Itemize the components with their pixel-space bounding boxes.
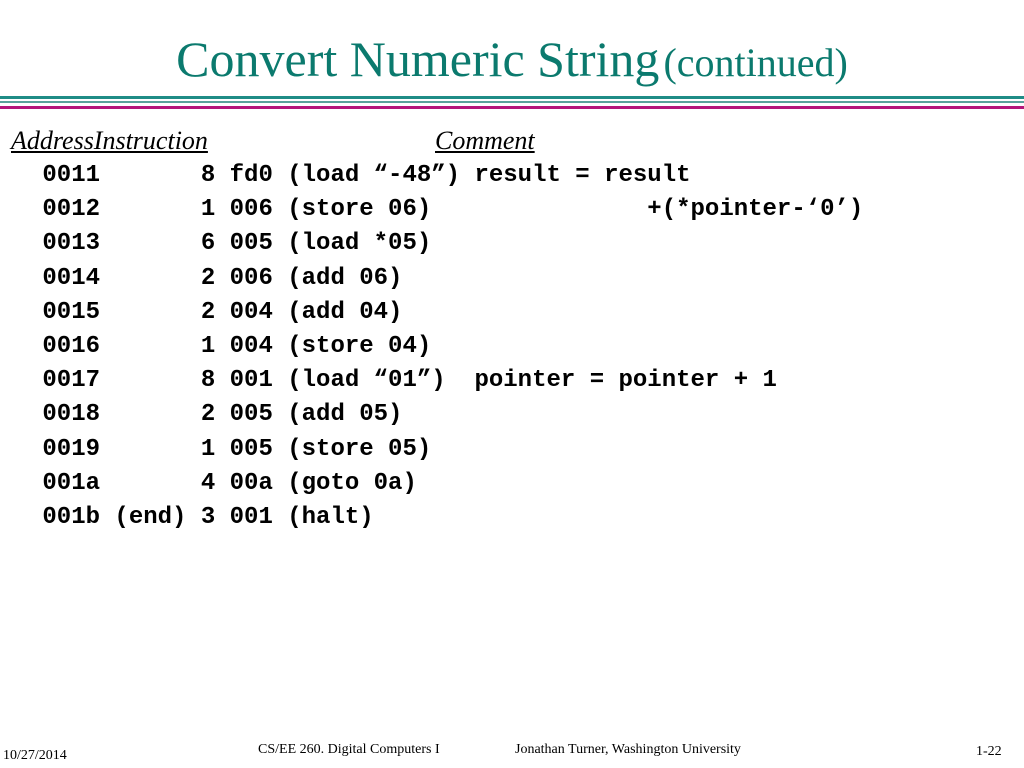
code-row: 0018 2 005 (add 05) [28,401,403,429]
footer-page-number: 1-22 [976,744,1002,759]
code-row: 0017 8 001 (load “01”) pointer = pointer + 1 [28,367,777,395]
title-main: Convert Numeric String [176,31,660,87]
code-row: 001a 4 00a (goto 0a) [28,469,417,497]
code-row: 0016 1 004 (store 04) [28,332,432,360]
code-row: 0015 2 004 (add 04) [28,298,403,326]
code-row: 0014 2 006 (add 06) [28,264,403,292]
title-divider-bottom [0,106,1024,109]
code-row: 001b (end) 3 001 (halt) [28,503,374,531]
column-header-address-instruction: AddressInstruction [11,126,208,155]
code-row: 0011 8 fd0 (load “-48”) result = result [28,162,691,189]
title-divider-middle [0,101,1024,103]
code-row: 0019 1 005 (store 05) [28,435,432,463]
code-row: 0013 6 005 (load *05) [28,230,432,258]
footer-course: CS/EE 260. Digital Computers I [258,742,440,757]
column-header-comment: Comment [435,126,535,155]
footer-date: 10/27/2014 [3,748,67,763]
slide-title [0,30,1024,88]
code-row: 0012 1 006 (store 06) +(*pointer-‘0’) [28,196,864,224]
title-subtitle: (continued) [663,40,848,85]
title-divider-top [0,96,1024,99]
footer-author: Jonathan Turner, Washington University [515,742,741,757]
code-listing [28,159,863,535]
